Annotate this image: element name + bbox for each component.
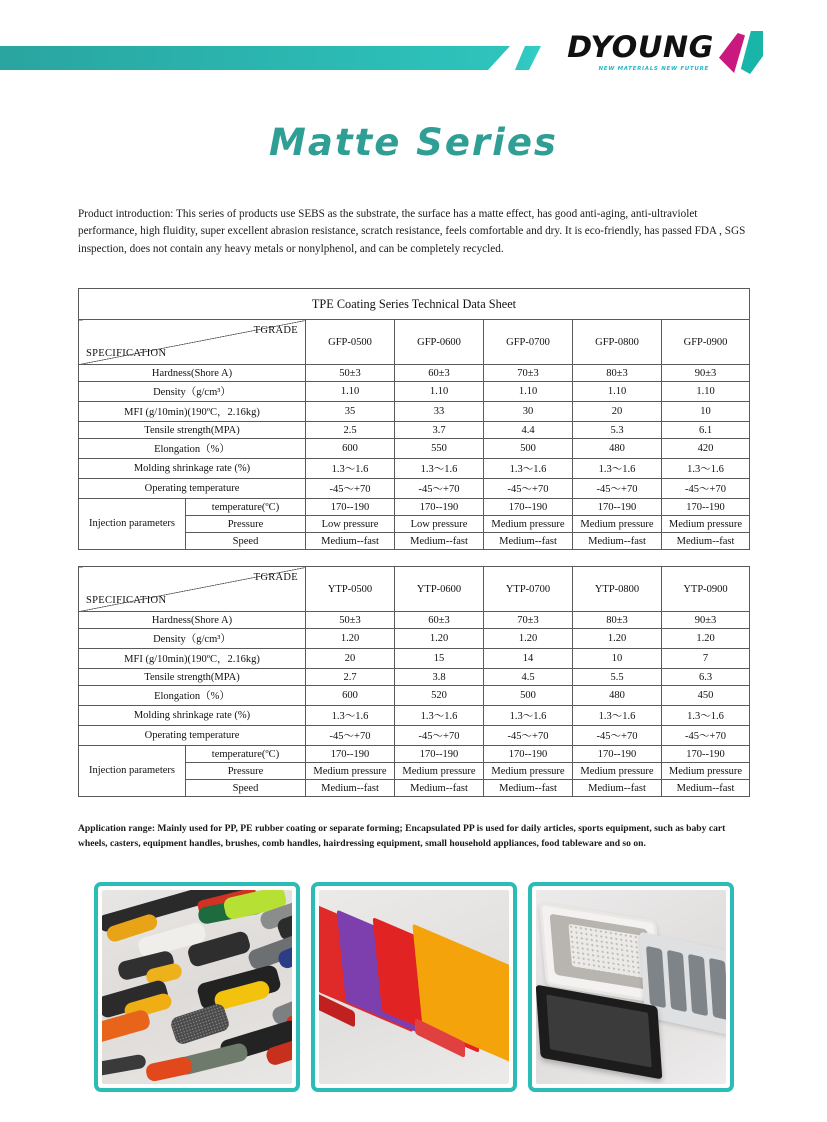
table-gfp-wrapper	[78, 288, 749, 550]
product-introduction: Product introduction: This series of products use SEBS as the substrate, the surface has a matte effect, has good anti-aging, anti-ultraviolet performance, high fluidity, super excellent abrasion resistance, scratch resistance, feels comfortable and dry. It is eco-friendly, has passed FDA , SGS inspection, does not contain any heavy metals or nonylphenol, and can be completely recycled.	[78, 208, 746, 255]
company-logo	[567, 30, 765, 75]
cell: 2.7	[306, 669, 395, 686]
cell: 550	[395, 439, 484, 459]
cell: 450	[662, 686, 750, 706]
cell: Medium pressure	[306, 763, 395, 780]
product-photo-strip	[0, 882, 827, 1092]
row-label: Operating temperature	[79, 726, 306, 746]
row-label: Operating temperature	[79, 479, 306, 499]
table-row	[79, 649, 750, 669]
cell: 20	[306, 649, 395, 669]
cell: Medium pressure	[662, 516, 750, 533]
cell: -45～+70	[484, 726, 573, 746]
table-header-row	[79, 320, 750, 365]
cell: Medium pressure	[573, 516, 662, 533]
grade-header: GFP-0900	[662, 320, 750, 365]
cell: 15	[395, 649, 484, 669]
header-banner-bar	[0, 46, 510, 70]
table-row	[79, 402, 750, 422]
row-label: Speed	[186, 533, 306, 550]
cell: 5.3	[573, 422, 662, 439]
logo-wordmark: DYOUNG	[567, 30, 714, 64]
cell: 70±3	[484, 612, 573, 629]
cell: 3.7	[395, 422, 484, 439]
cell: -45～+70	[395, 479, 484, 499]
table-row	[79, 382, 750, 402]
row-label: Pressure	[186, 516, 306, 533]
cell: 170--190	[484, 746, 573, 763]
cell: 1.3～1.6	[662, 459, 750, 479]
cell: 1.3～1.6	[395, 459, 484, 479]
row-label: Density（g/cm³）	[79, 382, 306, 402]
row-label: MFI (g/10min)(190ºC，2.16kg)	[79, 402, 306, 422]
grade-header: GFP-0800	[573, 320, 662, 365]
table-row	[79, 439, 750, 459]
row-label: Tensile strength(MPA)	[79, 669, 306, 686]
grade-header: YTP-0900	[662, 567, 750, 612]
cell: Medium--fast	[306, 533, 395, 550]
photo-kitchen-trays	[528, 882, 734, 1092]
header-banner-accent	[515, 46, 541, 70]
cell: 1.3～1.6	[484, 706, 573, 726]
logo-tagline: NEW MATERIALS NEW FUTURE	[598, 66, 709, 72]
cell: -45～+70	[306, 726, 395, 746]
cell: 7	[662, 649, 750, 669]
cell: 170--190	[395, 499, 484, 516]
table-row	[79, 686, 750, 706]
cell: Medium--fast	[306, 780, 395, 797]
row-label: Elongation（%）	[79, 439, 306, 459]
cell: 50±3	[306, 365, 395, 382]
cell: Medium--fast	[573, 780, 662, 797]
cell: Medium--fast	[484, 780, 573, 797]
table-gfp	[78, 288, 750, 550]
cell: 1.3～1.6	[306, 706, 395, 726]
table-row	[79, 459, 750, 479]
cell: 1.10	[573, 382, 662, 402]
cell: 1.3～1.6	[573, 706, 662, 726]
cell: 500	[484, 686, 573, 706]
row-label: Density（g/cm³）	[79, 629, 306, 649]
cell: 10	[662, 402, 750, 422]
cell: Low pressure	[306, 516, 395, 533]
cell: 6.1	[662, 422, 750, 439]
cell: 170--190	[306, 499, 395, 516]
cell: 3.8	[395, 669, 484, 686]
row-label: Elongation（%）	[79, 686, 306, 706]
cell: 80±3	[573, 365, 662, 382]
photo-tool-handles	[94, 882, 300, 1092]
application-range: Application range: Mainly used for PP, PE rubber coating or separate forming; Encapsulated PP is used for daily articles, sports equipment, such as baby cart wheels, casters, equipment handles, brushes, comb handles, hairdressing equipment, small household appliances, food tableware and so on.	[78, 823, 726, 850]
cell: 170--190	[573, 499, 662, 516]
cell: 1.10	[484, 382, 573, 402]
table-row	[79, 422, 750, 439]
injection-parameters-label: Injection parameters	[79, 499, 186, 550]
cell: 33	[395, 402, 484, 422]
header-corner-cell	[79, 567, 306, 612]
grade-header: YTP-0500	[306, 567, 395, 612]
row-label: Tensile strength(MPA)	[79, 422, 306, 439]
cell: 4.4	[484, 422, 573, 439]
cell: -45～+70	[573, 479, 662, 499]
cell: 170--190	[662, 499, 750, 516]
cell: Medium pressure	[395, 763, 484, 780]
corner-spec-label: SPECIFICATION	[86, 595, 167, 607]
cell: 1.10	[395, 382, 484, 402]
cell: Medium pressure	[662, 763, 750, 780]
cell: 6.3	[662, 669, 750, 686]
cell: 4.5	[484, 669, 573, 686]
cell: 170--190	[484, 499, 573, 516]
table-ytp	[78, 566, 750, 797]
cell: 170--190	[662, 746, 750, 763]
corner-grade-label: TGRADE	[253, 325, 298, 337]
cell: 30	[484, 402, 573, 422]
grade-header: YTP-0800	[573, 567, 662, 612]
cell: Medium--fast	[395, 533, 484, 550]
photo-interlocking-tiles	[311, 882, 517, 1092]
cell: -45～+70	[484, 479, 573, 499]
cell: Medium pressure	[484, 763, 573, 780]
table-row	[79, 746, 750, 763]
cell: 1.20	[484, 629, 573, 649]
cell: 170--190	[306, 746, 395, 763]
cell: 50±3	[306, 612, 395, 629]
grade-header: YTP-0600	[395, 567, 484, 612]
cell: 480	[573, 686, 662, 706]
table-row	[79, 726, 750, 746]
cell: 1.3～1.6	[484, 459, 573, 479]
cell: 480	[573, 439, 662, 459]
cell: -45～+70	[573, 726, 662, 746]
table-row	[79, 629, 750, 649]
row-label: Hardness(Shore A)	[79, 612, 306, 629]
cell: 1.3～1.6	[573, 459, 662, 479]
page-title: Matte Series	[269, 121, 558, 164]
cell: 35	[306, 402, 395, 422]
row-label: Hardness(Shore A)	[79, 365, 306, 382]
injection-parameters-label: Injection parameters	[79, 746, 186, 797]
cell: Medium pressure	[484, 516, 573, 533]
cell: 420	[662, 439, 750, 459]
table-row	[79, 479, 750, 499]
row-label: Speed	[186, 780, 306, 797]
cell: -45～+70	[662, 726, 750, 746]
grade-header: GFP-0600	[395, 320, 484, 365]
table-row	[79, 499, 750, 516]
cell: 90±3	[662, 365, 750, 382]
corner-spec-label: SPECIFICATION	[86, 348, 167, 360]
cell: -45～+70	[395, 726, 484, 746]
cell: 1.3～1.6	[306, 459, 395, 479]
cell: 1.3～1.6	[395, 706, 484, 726]
row-label: Pressure	[186, 763, 306, 780]
cell: Medium pressure	[573, 763, 662, 780]
row-label: MFI (g/10min)(190ºC，2.16kg)	[79, 649, 306, 669]
grade-header: GFP-0500	[306, 320, 395, 365]
cell: 600	[306, 439, 395, 459]
cell: 1.3～1.6	[662, 706, 750, 726]
cell: -45～+70	[306, 479, 395, 499]
cell: 170--190	[573, 746, 662, 763]
grade-header: GFP-0700	[484, 320, 573, 365]
cell: -45～+70	[662, 479, 750, 499]
logo-sail-icon	[719, 31, 765, 75]
table-row	[79, 706, 750, 726]
cell: 170--190	[395, 746, 484, 763]
table-header-row	[79, 567, 750, 612]
cell: Medium--fast	[395, 780, 484, 797]
cell: 600	[306, 686, 395, 706]
cell: 5.5	[573, 669, 662, 686]
cell: 1.20	[573, 629, 662, 649]
cell: 500	[484, 439, 573, 459]
cell: 14	[484, 649, 573, 669]
cell: 70±3	[484, 365, 573, 382]
cell: 1.20	[395, 629, 484, 649]
cell: 80±3	[573, 612, 662, 629]
table-row	[79, 612, 750, 629]
table-row	[79, 669, 750, 686]
cell: 1.20	[662, 629, 750, 649]
row-label: temperature(ºC)	[186, 746, 306, 763]
cell: 10	[573, 649, 662, 669]
grade-header: YTP-0700	[484, 567, 573, 612]
cell: 1.10	[662, 382, 750, 402]
table-caption-row	[79, 289, 750, 320]
cell: 2.5	[306, 422, 395, 439]
cell: 520	[395, 686, 484, 706]
cell: Medium--fast	[573, 533, 662, 550]
row-label: Molding shrinkage rate (%)	[79, 706, 306, 726]
cell: Medium--fast	[662, 780, 750, 797]
cell: Medium--fast	[662, 533, 750, 550]
cell: Medium--fast	[484, 533, 573, 550]
cell: 1.10	[306, 382, 395, 402]
table-caption: TPE Coating Series Technical Data Sheet	[79, 289, 750, 320]
cell: 60±3	[395, 612, 484, 629]
cell: 90±3	[662, 612, 750, 629]
cell: Low pressure	[395, 516, 484, 533]
table-row	[79, 365, 750, 382]
cell: 20	[573, 402, 662, 422]
corner-grade-label: TGRADE	[253, 572, 298, 584]
row-label: temperature(ºC)	[186, 499, 306, 516]
cell: 60±3	[395, 365, 484, 382]
cell: 1.20	[306, 629, 395, 649]
page-header	[0, 0, 827, 95]
table-ytp-wrapper	[78, 566, 749, 797]
row-label: Molding shrinkage rate (%)	[79, 459, 306, 479]
header-corner-cell	[79, 320, 306, 365]
